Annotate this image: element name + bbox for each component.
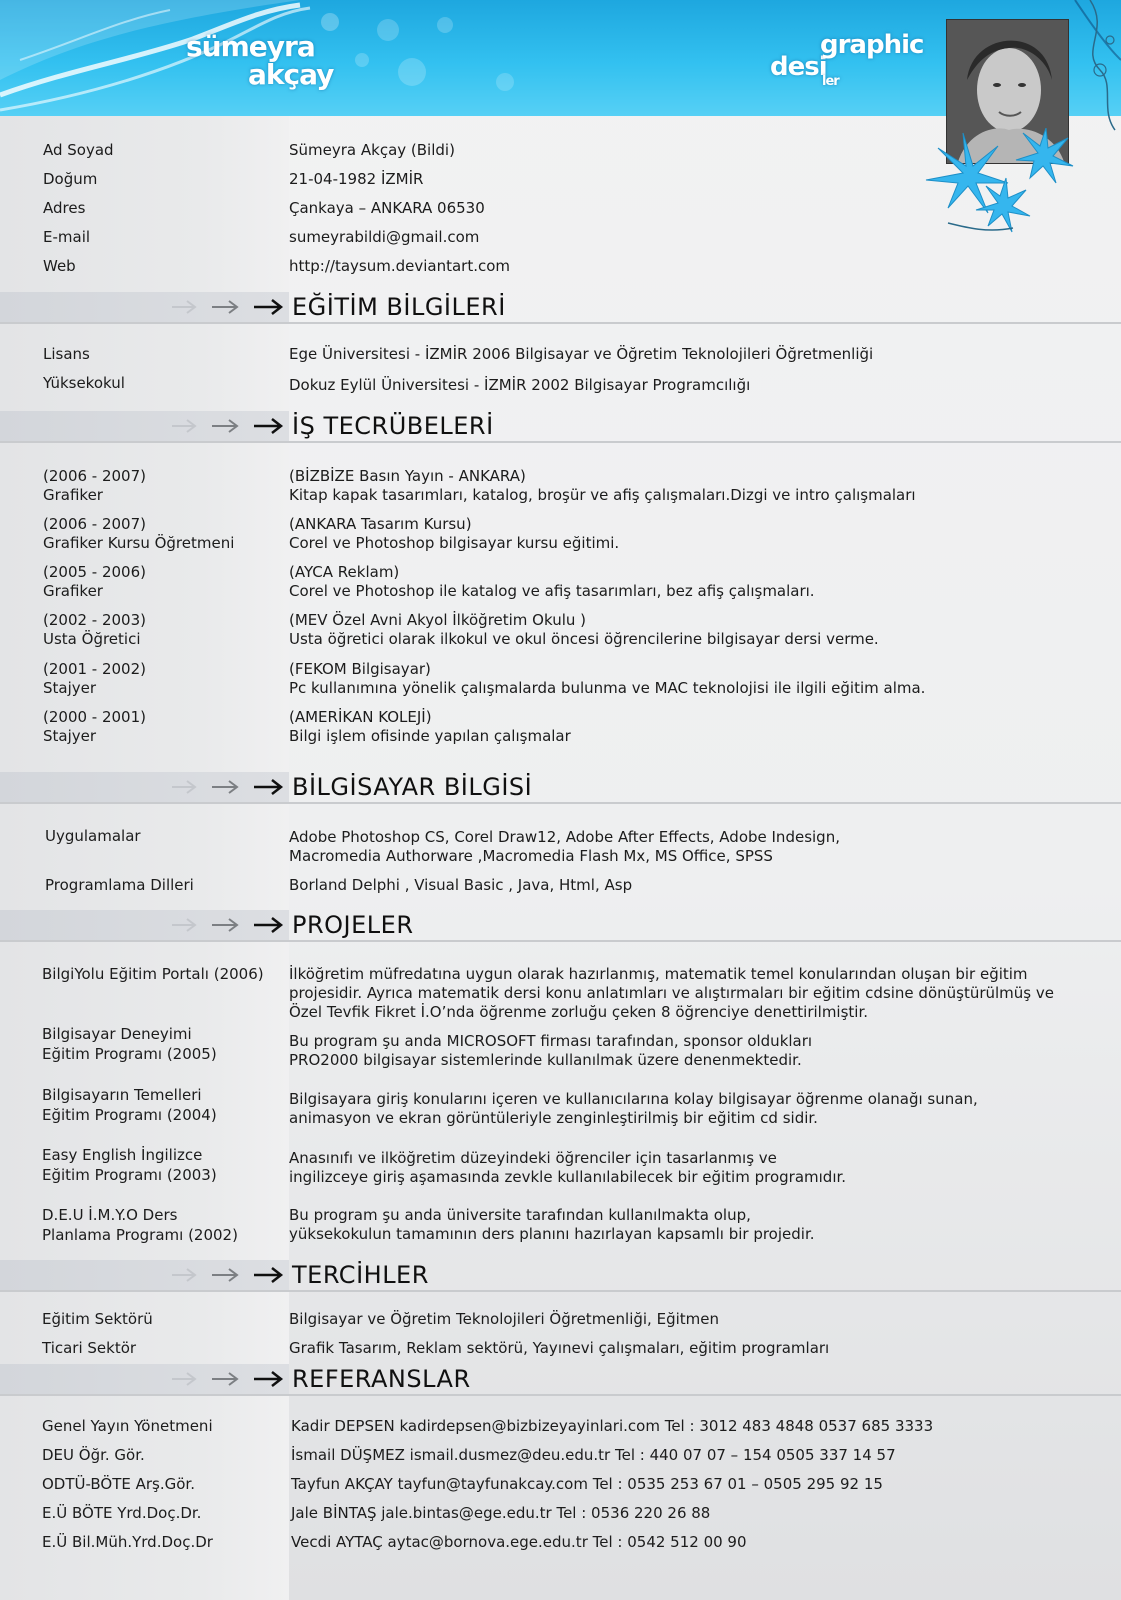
section-title: İŞ TECRÜBELERİ: [292, 412, 494, 440]
personal-value-name: Sümeyra Akçay (Bildi): [289, 141, 455, 159]
project-name: D.E.U İ.M.Y.O Ders: [42, 1206, 178, 1224]
project-desc-line1: Bu program şu anda üniversite tarafından kullanılmakta olup,: [289, 1206, 751, 1224]
education-value-college: Dokuz Eylül Üniversitesi - İZMİR 2002 Bilgisayar Programcılığı: [289, 376, 751, 394]
exp-role: Stajyer: [43, 727, 97, 745]
project-name: Bilgisayarın Temelleri: [42, 1086, 202, 1104]
exp-desc: Usta öğretici olarak ilkokul ve okul öncesi öğrencilerine bilgisayar dersi verme.: [289, 630, 879, 648]
exp-desc: Bilgi işlem ofisinde yapılan çalışmalar: [289, 727, 571, 745]
education-label-bachelor: Lisans: [43, 345, 90, 363]
logo-brand-left: desi: [770, 52, 827, 82]
exp-company: (AMERİKAN KOLEJİ): [289, 708, 432, 726]
section-header-education: [0, 292, 1121, 324]
project-name-line2: Eğitim Programı (2004): [42, 1106, 217, 1124]
exp-desc: Corel ve Photoshop bilgisayar kursu eğitimi.: [289, 534, 620, 552]
personal-label-web: Web: [43, 257, 76, 275]
arrows-icon: [170, 415, 285, 437]
reference-info: Jale BİNTAŞ jale.bintas@ege.edu.tr Tel : 0536 220 26 88: [291, 1504, 711, 1522]
personal-label-name: Ad Soyad: [43, 141, 114, 159]
reference-title: E.Ü Bil.Müh.Yrd.Doç.Dr: [42, 1533, 213, 1551]
project-name: Bilgisayar Deneyimi: [42, 1025, 192, 1043]
exp-desc: Kitap kapak tasarımları, katalog, broşür ve afiş çalışmaları.Dizgi ve intro çalışmaları: [289, 486, 916, 504]
project-desc-line1: İlköğretim müfredatına uygun olarak hazırlanmış, matematik temel konularından oluşan bir eğitim: [289, 965, 1028, 983]
project-desc-line2: ingilizceye giriş aşamasında zevkle kullanılabilecek bir eğitim programıdır.: [289, 1168, 847, 1186]
reference-title: Genel Yayın Yönetmeni: [42, 1417, 213, 1435]
section-title: PROJELER: [292, 911, 414, 939]
section-title: REFERANSLAR: [292, 1365, 471, 1393]
exp-company: (ANKARA Tasarım Kursu): [289, 515, 472, 533]
project-name-line2: Eğitim Programı (2003): [42, 1166, 217, 1184]
section-title: EĞİTİM BİLGİLERİ: [292, 293, 506, 321]
project-desc-line3: Özel Tevfik Fikret İ.O’nda öğrenme zorluğu çeken 8 öğrenciye denettirilmiştir.: [289, 1003, 869, 1021]
exp-company: (BİZBİZE Basın Yayın - ANKARA): [289, 467, 526, 485]
computer-label-languages: Programlama Dilleri: [45, 876, 194, 894]
project-desc-line1: Bu program şu anda MICROSOFT firması tarafından, sponsor oldukları: [289, 1032, 813, 1050]
section-header-references: [0, 1364, 1121, 1396]
arrows-icon: [170, 914, 285, 936]
section-header-computer: [0, 772, 1121, 804]
project-desc-line2: yüksekokulun tamamının ders planını hazırlayan kapsamlı bir projedir.: [289, 1225, 815, 1243]
preference-label-education: Eğitim Sektörü: [42, 1310, 153, 1328]
reference-info: Tayfun AKÇAY tayfun@tayfunakcay.com Tel : 0535 253 67 01 – 0505 295 92 15: [291, 1475, 883, 1493]
section-title: BİLGİSAYAR BİLGİSİ: [292, 773, 533, 801]
exp-role: Grafiker: [43, 486, 103, 504]
exp-desc: Corel ve Photoshop ile katalog ve afiş tasarımları, bez afiş çalışmaları.: [289, 582, 815, 600]
exp-role: Usta Öğretici: [43, 630, 141, 648]
exp-company: (AYCA Reklam): [289, 563, 400, 581]
exp-company: (FEKOM Bilgisayar): [289, 660, 431, 678]
project-name-line2: Eğitim Programı (2005): [42, 1045, 217, 1063]
arrows-icon: [170, 1264, 285, 1286]
project-desc-line1: Bilgisayara giriş konularını içeren ve kullanıcılarına kolay bilgisayar öğrenme olanağı sunan,: [289, 1090, 978, 1108]
reference-title: DEU Öğr. Gör.: [42, 1446, 145, 1464]
exp-role: Stajyer: [43, 679, 97, 697]
project-desc-line2: projesidir. Ayrıca matematik dersi konu anlatımları ve alıştırmaları bir eğitim cdsine dönüştürülmüş ve: [289, 984, 1054, 1002]
education-label-college: Yüksekokul: [43, 374, 125, 392]
arrows-icon: [170, 776, 285, 798]
reference-info: İsmail DÜŞMEZ ismail.dusmez@deu.edu.tr Tel : 440 07 07 – 154 0505 337 14 57: [291, 1446, 896, 1464]
computer-apps-line2: Macromedia Authorware ,Macromedia Flash Mx, MS Office, SPSS: [289, 847, 773, 865]
exp-desc: Pc kullanımına yönelik çalışmalarda bulunma ve MAC teknolojisi ile ilgili eğitim alma.: [289, 679, 926, 697]
reference-title: ODTÜ-BÖTE Arş.Gör.: [42, 1475, 195, 1493]
reference-info: Kadir DEPSEN kadirdepsen@bizbizeyayinlari.com Tel : 3012 483 4848 0537 685 3333: [291, 1417, 934, 1435]
arrows-icon: [170, 1368, 285, 1390]
computer-languages-value: Borland Delphi , Visual Basic , Java, Html, Asp: [289, 876, 633, 894]
section-title: TERCİHLER: [292, 1261, 429, 1289]
project-desc-line2: animasyon ve ekran görüntüleriyle zenginleştirilmiş bir eğitim cd sidir.: [289, 1109, 818, 1127]
preference-value-education: Bilgisayar ve Öğretim Teknolojileri Öğretmenliği, Eğitmen: [289, 1310, 719, 1328]
personal-value-web[interactable]: http://taysum.deviantart.com: [289, 257, 511, 275]
section-header-projects: [0, 910, 1121, 942]
section-header-experience: [0, 411, 1121, 443]
exp-company: (MEV Özel Avni Akyol İlköğretim Okulu ): [289, 611, 587, 629]
personal-value-address: Çankaya – ANKARA 06530: [289, 199, 485, 217]
personal-label-email: E-mail: [43, 228, 91, 246]
reference-info: Vecdi AYTAÇ aytac@bornova.ege.edu.tr Tel : 0542 512 00 90: [291, 1533, 747, 1551]
arrows-icon: [170, 296, 285, 318]
exp-years: (2005 - 2006): [43, 563, 147, 581]
personal-value-birth: 21-04-1982 İZMİR: [289, 170, 424, 188]
personal-label-birth: Doğum: [43, 170, 98, 188]
project-desc-line1: Anasınıfı ve ilköğretim düzeyindeki öğrenciler için tasarlanmış ve: [289, 1149, 777, 1167]
exp-years: (2000 - 2001): [43, 708, 147, 726]
exp-years: (2006 - 2007): [43, 515, 147, 533]
personal-label-address: Adres: [43, 199, 86, 217]
reference-title: E.Ü BÖTE Yrd.Doç.Dr.: [42, 1504, 202, 1522]
exp-years: (2006 - 2007): [43, 467, 147, 485]
exp-role: Grafiker: [43, 582, 103, 600]
computer-apps-line1: Adobe Photoshop CS, Corel Draw12, Adobe After Effects, Adobe Indesign,: [289, 828, 840, 846]
project-name: BilgiYolu Eğitim Portalı (2006): [42, 965, 264, 983]
logo-name-line1: sümeyra: [186, 30, 315, 63]
computer-label-apps: Uygulamalar: [45, 827, 141, 845]
project-desc-line2: PRO2000 bilgisayar sistemlerinde kullanılmak üzere denenmektedir.: [289, 1051, 802, 1069]
education-value-bachelor: Ege Üniversitesi - İZMİR 2006 Bilgisayar ve Öğretim Teknolojileri Öğretmenliği: [289, 345, 874, 363]
exp-years: (2001 - 2002): [43, 660, 147, 678]
exp-years: (2002 - 2003): [43, 611, 147, 629]
project-name-line2: Planlama Programı (2002): [42, 1226, 238, 1244]
preference-value-commercial: Grafik Tasarım, Reklam sektörü, Yayınevi çalışmaları, eğitim programları: [289, 1339, 830, 1357]
exp-role: Grafiker Kursu Öğretmeni: [43, 534, 235, 552]
blue-lily-flowers: [918, 128, 1078, 238]
personal-value-email[interactable]: sumeyrabildi@gmail.com: [289, 228, 480, 246]
section-header-preferences: [0, 1260, 1121, 1292]
logo-brand-small: ler: [822, 74, 839, 89]
logo-name-line2: akçay: [248, 58, 334, 91]
logo-brand-right: graphic: [820, 30, 924, 60]
preference-label-commercial: Ticari Sektör: [42, 1339, 137, 1357]
project-name: Easy English İngilizce: [42, 1146, 203, 1164]
